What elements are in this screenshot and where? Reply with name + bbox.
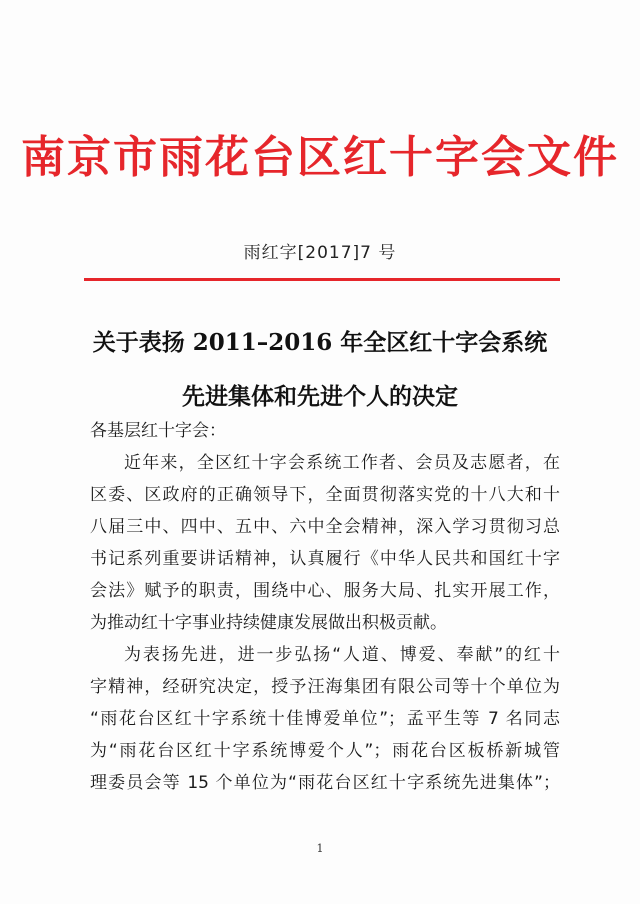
page-number: 1 (316, 842, 324, 855)
document-title-line-1: 关于表扬 2011–2016 年全区红十字会系统 (92, 329, 548, 356)
body-line: 理委员会等 15 个单位为“雨花台区红十字系统先进集体”； (90, 773, 560, 793)
body-line: 区委、区政府的正确领导下，全面贯彻落实党的十八大和十 (90, 485, 560, 505)
body-line: 字精神，经研究决定，授予汪海集团有限公司等十个单位为 (90, 677, 560, 697)
document-body (90, 415, 560, 799)
body-line: 为“雨花台区红十字系统博爱个人”；雨花台区板桥新城管 (90, 741, 560, 761)
body-line: 为推动红十字事业持续健康发展做出积极贡献。 (90, 613, 447, 633)
paragraph-2 (90, 639, 560, 799)
body-line: 近年来，全区红十字会系统工作者、会员及志愿者，在 (124, 453, 560, 473)
body-line: 八届三中、四中、五中、六中全会精神，深入学习贯彻习总 (90, 517, 560, 537)
red-divider-line (84, 278, 560, 281)
body-line: 书记系列重要讲话精神，认真履行《中华人民共和国红十字 (90, 549, 560, 569)
document-header-title: 南京市雨花台区红十字会文件 (21, 132, 619, 183)
document-title-line-2: 先进集体和先进个人的决定 (182, 383, 458, 410)
document-number: 雨红字[2017]7 号 (243, 243, 397, 263)
body-line: 会法》赋予的职责，围绕中心、服务大局、扎实开展工作， (90, 581, 560, 601)
body-line: 为表扬先进，进一步弘扬“人道、博爱、奉献”的红十 (124, 645, 560, 665)
paragraph-1 (90, 447, 560, 639)
salutation: 各基层红十字会： (90, 421, 226, 441)
body-line: “雨花台区红十字系统十佳博爱单位”；孟平生等 7 名同志 (90, 709, 560, 729)
